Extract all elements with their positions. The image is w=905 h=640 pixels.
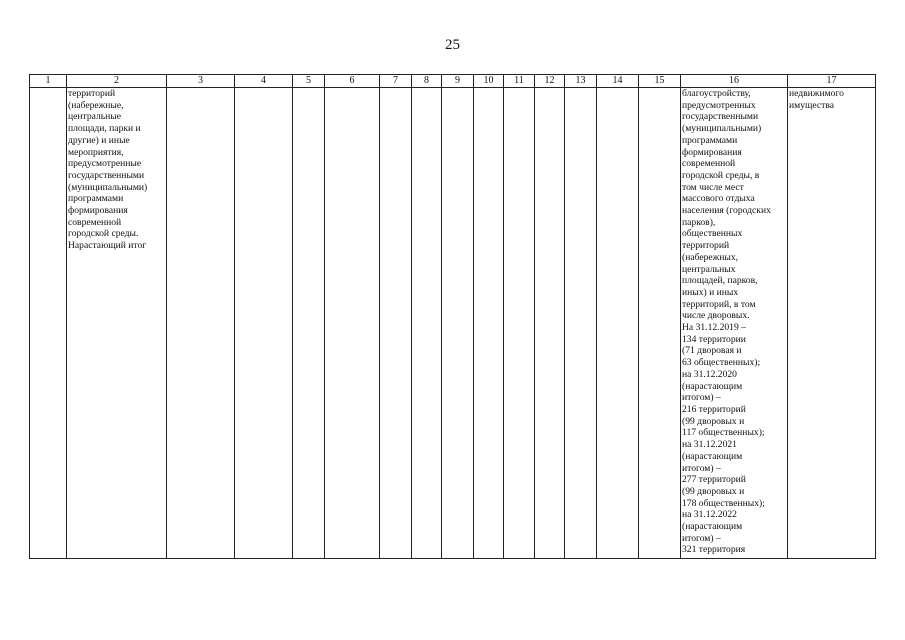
cell-col-1 bbox=[30, 88, 67, 559]
cell-col-17: недвижимого имущества bbox=[788, 88, 876, 559]
cell-col-2: территорий (набережные, центральные площади, парки и другие) и иные мероприятия, предусмотренные государственными (муниципальными) программами формирования современной городской среды. Нарастающий итог bbox=[67, 88, 167, 559]
column-header-13: 13 bbox=[565, 75, 597, 88]
column-header-1: 1 bbox=[30, 75, 67, 88]
column-header-14: 14 bbox=[597, 75, 639, 88]
column-header-12: 12 bbox=[535, 75, 565, 88]
cell-col-16: благоустройству, предусмотренных государственными (муниципальными) программами формирования современной городской среды, в том числе мест массового отдыха населения (городских парков), общественных территорий (набережных, центральных площадей, парков, иных) и иных территорий, в том числе дворовых. На 31.12.2019 – 134 территории (71 дворовая и 63 общественных); на 31.12.2020 (нарастающим итогом) – 216 территорий (99 дворовых и 117 общественных); на 31.12.2021 (нарастающим итогом) – 277 территорий (99 дворовых и 178 общественных); на 31.12.2022 (нарастающим итогом) – 321 территория bbox=[681, 88, 788, 559]
column-header-16: 16 bbox=[681, 75, 788, 88]
header-row bbox=[30, 75, 876, 88]
column-header-9: 9 bbox=[442, 75, 474, 88]
column-header-6: 6 bbox=[325, 75, 380, 88]
column-header-7: 7 bbox=[380, 75, 412, 88]
page-number: 25 bbox=[445, 37, 460, 53]
cell-col-8 bbox=[412, 88, 442, 559]
table-row bbox=[30, 88, 876, 559]
cell-col-13 bbox=[565, 88, 597, 559]
column-header-11: 11 bbox=[504, 75, 535, 88]
cell-col-11 bbox=[504, 88, 535, 559]
column-header-2: 2 bbox=[67, 75, 167, 88]
cell-col-10 bbox=[474, 88, 504, 559]
column-header-10: 10 bbox=[474, 75, 504, 88]
cell-col-7 bbox=[380, 88, 412, 559]
column-header-5: 5 bbox=[293, 75, 325, 88]
column-header-3: 3 bbox=[167, 75, 235, 88]
cell-col-5 bbox=[293, 88, 325, 559]
data-table bbox=[29, 74, 876, 559]
cell-col-4 bbox=[235, 88, 293, 559]
cell-col-14 bbox=[597, 88, 639, 559]
cell-col-15 bbox=[639, 88, 681, 559]
cell-col-6 bbox=[325, 88, 380, 559]
cell-col-9 bbox=[442, 88, 474, 559]
cell-col-12 bbox=[535, 88, 565, 559]
column-header-15: 15 bbox=[639, 75, 681, 88]
cell-col-3 bbox=[167, 88, 235, 559]
column-header-4: 4 bbox=[235, 75, 293, 88]
column-header-8: 8 bbox=[412, 75, 442, 88]
column-header-17: 17 bbox=[788, 75, 876, 88]
